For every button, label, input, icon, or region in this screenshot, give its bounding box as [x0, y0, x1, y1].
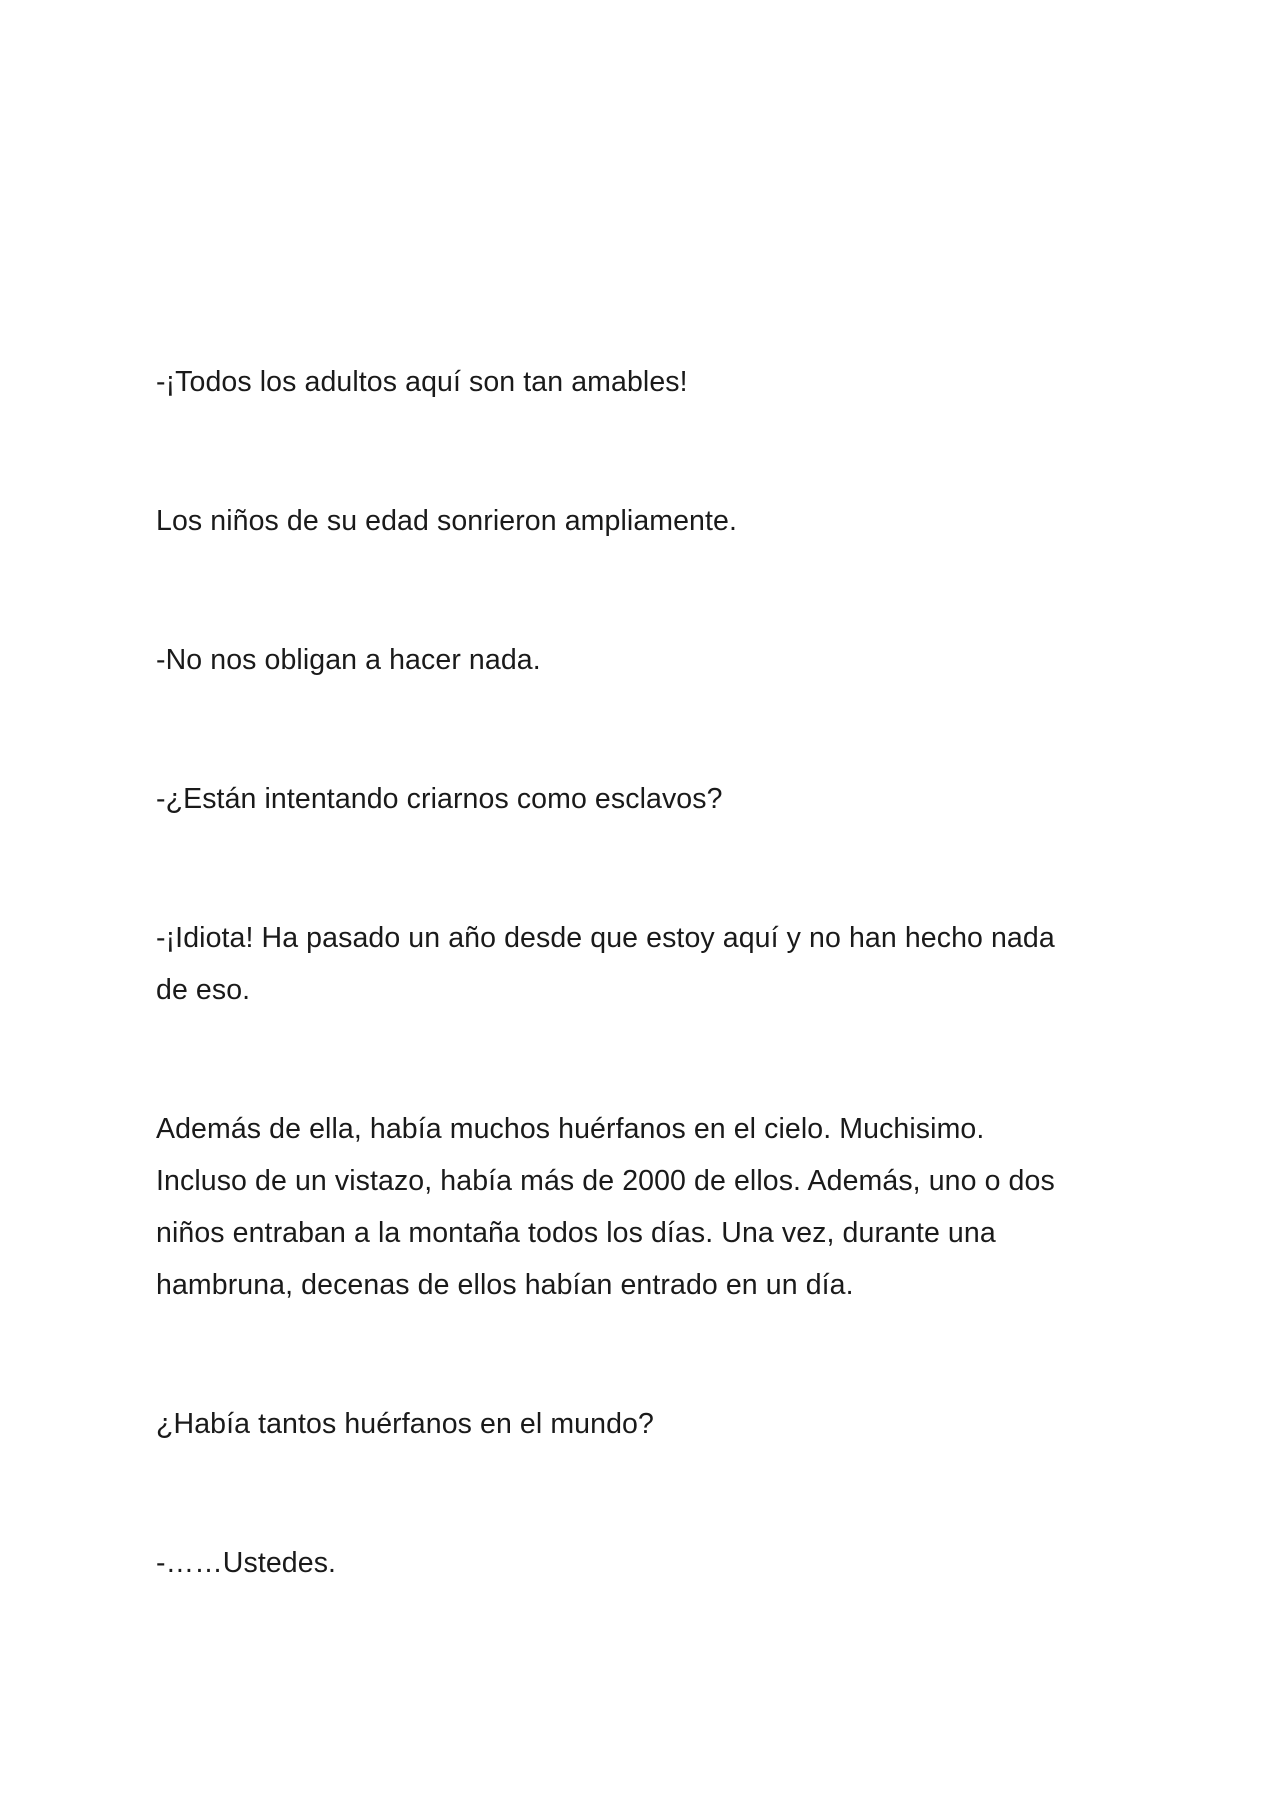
- paragraph-line: -……Ustedes.: [156, 1547, 337, 1579]
- paragraph-line: Los niños de su edad sonrieron ampliamente.: [156, 505, 737, 537]
- paragraph-4: [156, 773, 1116, 825]
- paragraph-3: [156, 634, 1116, 686]
- paragraph-line: -No nos obligan a hacer nada.: [156, 644, 541, 676]
- paragraph-line: -¡Todos los adultos aquí son tan amables!: [156, 366, 688, 398]
- paragraph-line: -¡Idiota! Ha pasado un año desde que estoy aquí y no han hecho nada: [156, 922, 1055, 954]
- paragraph-line: niños entraban a la montaña todos los días. Una vez, durante una: [156, 1217, 996, 1249]
- paragraph-line: -¿Están intentando criarnos como esclavos?: [156, 783, 723, 815]
- paragraph-line: ¿Había tantos huérfanos en el mundo?: [156, 1408, 654, 1440]
- paragraph-line: de eso.: [156, 974, 251, 1006]
- paragraph-8: [156, 1537, 1116, 1589]
- paragraph-line: Además de ella, había muchos huérfanos en el cielo. Muchisimo.: [156, 1113, 985, 1145]
- paragraph-2: [156, 495, 1116, 547]
- paragraph-line: Incluso de un vistazo, había más de 2000 de ellos. Además, uno o dos: [156, 1165, 1055, 1197]
- paragraph-7: [156, 1398, 1116, 1450]
- paragraph-6: [156, 1103, 1116, 1311]
- paragraph-1: [156, 356, 1116, 408]
- paragraph-line: hambruna, decenas de ellos habían entrado en un día.: [156, 1269, 854, 1301]
- paragraph-5: [156, 912, 1116, 1016]
